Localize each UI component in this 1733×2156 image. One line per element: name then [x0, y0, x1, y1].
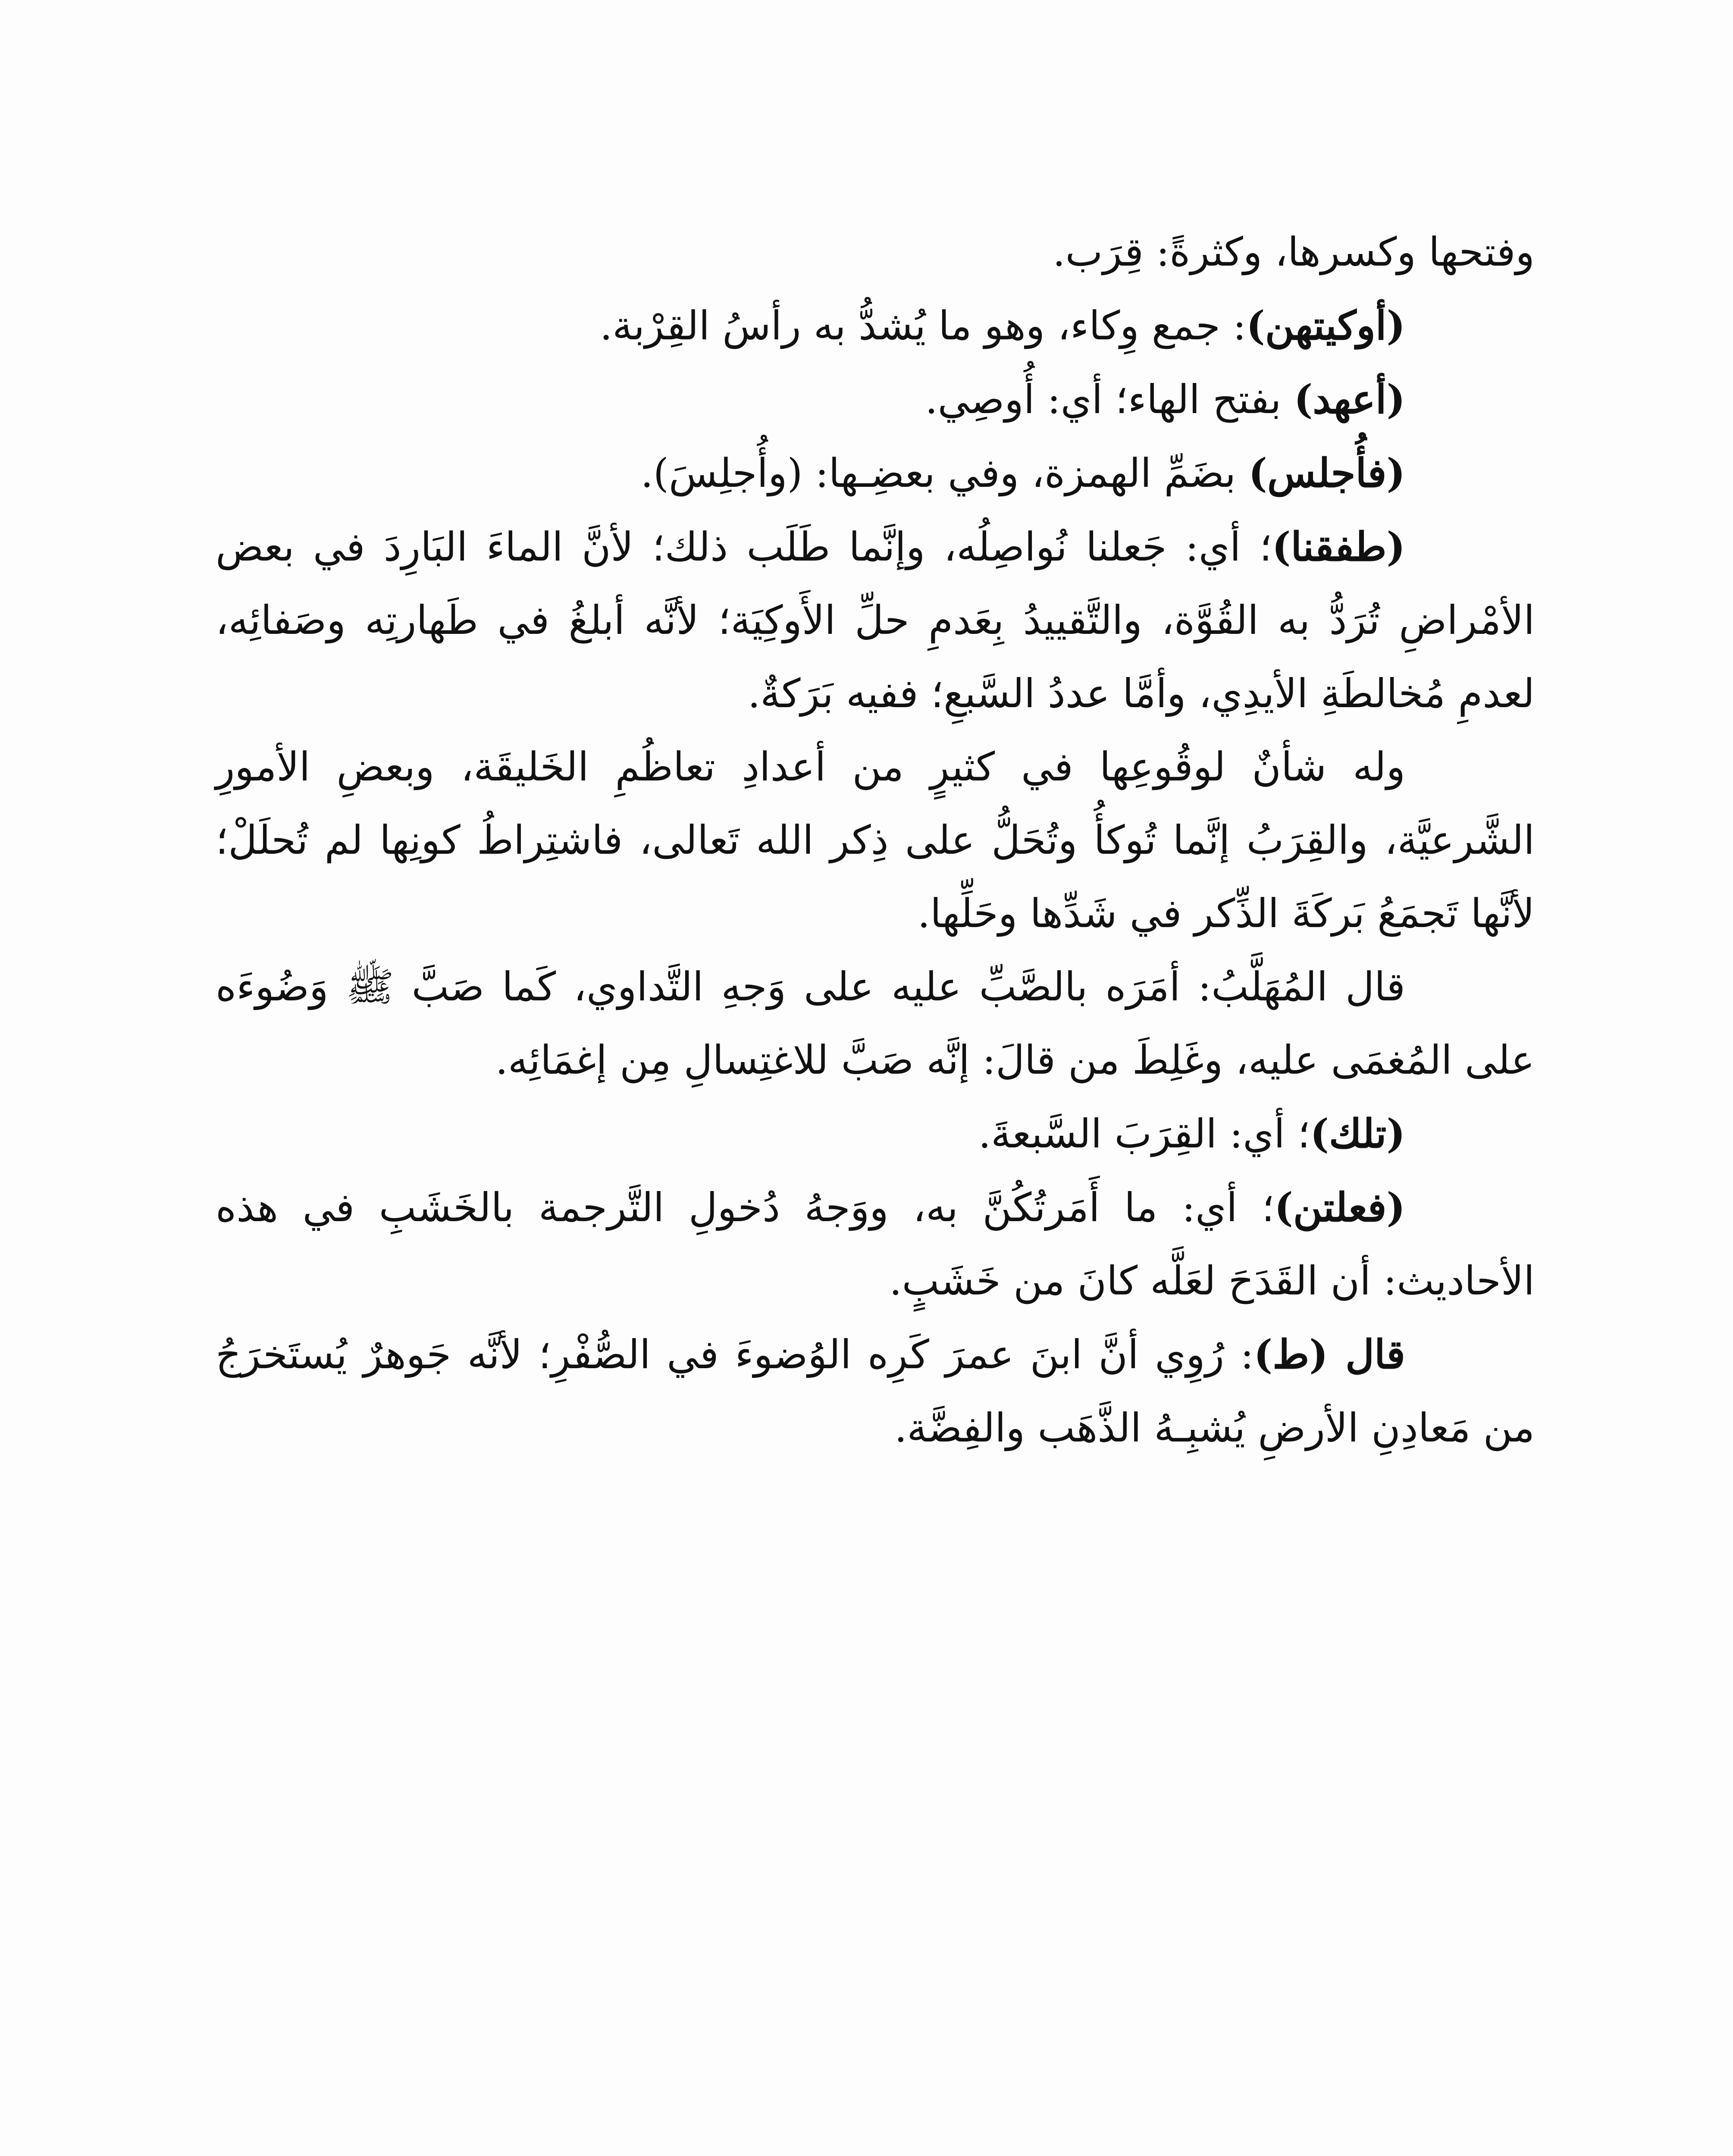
- paragraph-text: ؛ أي: ما أَمَرتُكُنَّ به، ووَجهُ دُخولِ التَّرجمة بالخَشَبِ في هذه الأحاديث: أن القَدَحَ لعَلَّه كانَ من خَشَبٍ.: [216, 1185, 1535, 1304]
- paragraph: [216, 1318, 1535, 1465]
- paragraph: [216, 950, 1535, 1097]
- paragraph-text: قال المُهَلَّبُ: أمَرَه بالصَّبِّ عليه على وَجهِ التَّداوي، كَما صَبَّ ﷺ وَضُوءَه على المُغمَى عليه، وغَلِطَ من قالَ: إنَّه صَبَّ للاغتِسالِ مِن إغمَائِه.: [216, 964, 1535, 1083]
- paragraph-text: : جمع وِكاء، وهو ما يُشدُّ به رأسُ القِرْبة.: [599, 303, 1247, 349]
- paragraph: [216, 363, 1535, 436]
- paragraph: [216, 216, 1535, 289]
- paragraph: [216, 730, 1535, 950]
- lemma-heading: (فعلتن): [1274, 1184, 1405, 1231]
- paragraph-text: وفتحها وكسرها، وكثرةً: قِرَب.: [1053, 229, 1535, 275]
- lemma-heading: (أعهد): [1294, 376, 1405, 423]
- paragraph: [216, 1171, 1535, 1318]
- paragraph-text: ؛ أي: القِرَبَ السَّبعةَ.: [978, 1111, 1310, 1157]
- paragraph-text: وله شأنٌ لوقُوعِها في كثيرٍ من أعدادِ تعاظُمِ الخَليقَة، وبعضِ الأمورِ الشَّرعيَّة، والقِرَبُ إنَّما تُوكأُ وتُحَلُّ على ذِكر الله تَعالى، فاشتِراطُ كونِها لم تُحلَلْ؛ لأنَّها تَجمَعُ بَركَةَ الذِّكر في شَدِّها وحَلِّها.: [216, 744, 1535, 937]
- lemma-heading: (طفقنا): [1272, 523, 1405, 570]
- lemma-heading: قال (ط): [1254, 1331, 1405, 1378]
- paragraph: [216, 510, 1535, 730]
- paragraph-text: بفتح الهاء؛ أي: أُوصِي.: [925, 376, 1294, 423]
- page-body-text: [216, 216, 1535, 1465]
- lemma-heading: (تلك): [1310, 1110, 1405, 1157]
- paragraph: [216, 289, 1535, 363]
- paragraph-text: بضَمِّ الهمزة، وفي بعضِـها: (وأُجلِسَ).: [640, 450, 1249, 496]
- paragraph: [216, 436, 1535, 510]
- lemma-heading: (فأُجلس): [1248, 450, 1405, 496]
- lemma-heading: (أوكيتهن): [1246, 302, 1405, 349]
- paragraph: [216, 1097, 1535, 1171]
- paragraph-text: ؛ أي: جَعلنا نُواصِلُه، وإنَّما طَلَب ذلك؛ لأنَّ الماءَ البَارِدَ في بعض الأمْراضِ تُرَدُّ به القُوَّة، والتَّقييدُ بِعَدمِ حلِّ الأَوكِيَة؛ لأنَّه أبلغُ في طَهارتِه وصَفائِه، لعدمِ مُخالطَةِ الأيدِي، وأمَّا عددُ السَّبعِ؛ ففيه بَرَكةٌ.: [216, 524, 1535, 717]
- paragraph-text: : رُوِي أنَّ ابنَ عمرَ كَرِه الوُضوءَ في الصُّفْرِ؛ لأنَّه جَوهرٌ يُستَخرَجُ من مَعادِنِ الأرضِ يُشبِـهُ الذَّهَب والفِضَّة.: [216, 1332, 1535, 1451]
